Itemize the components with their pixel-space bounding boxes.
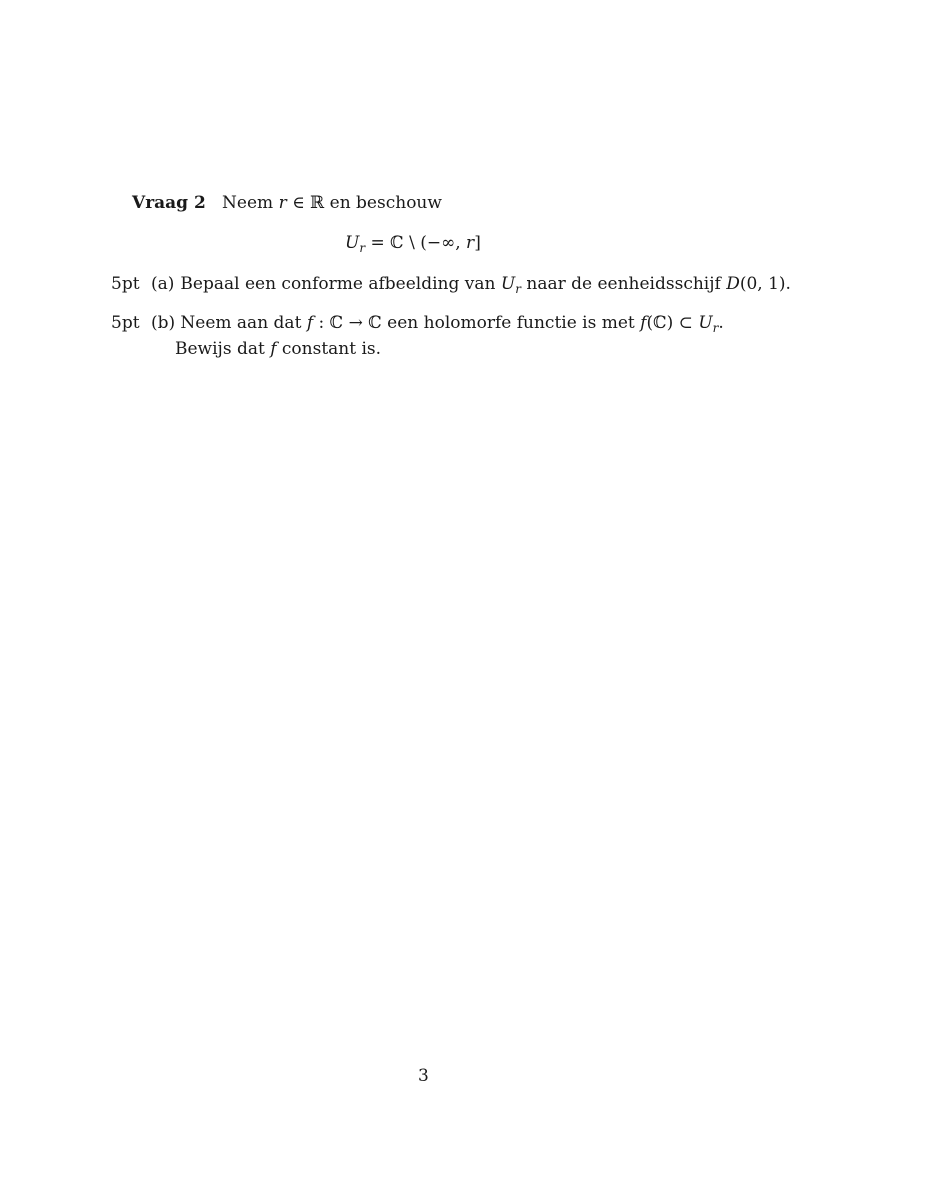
question-title: Vraag 2 — [132, 193, 206, 213]
part-b-line1-pre: Neem aan dat — [180, 313, 302, 333]
part-b-f: f — [306, 313, 314, 333]
intro-set: ∈ ℝ — [292, 193, 325, 213]
formula-rhs-var: r — [466, 233, 475, 253]
part-b-f3: f — [270, 339, 277, 359]
part-b-image: (ℂ) ⊂ — [646, 313, 693, 333]
formula-lhs-sub: r — [359, 241, 366, 255]
part-b-line2-post: constant is. — [281, 339, 382, 359]
part-b-line1-mid: een holomorfe functie is met — [387, 313, 635, 333]
formula-lhs: U — [345, 233, 360, 253]
part-a-text-pre: Bepaal een conforme afbeelding van — [180, 274, 496, 294]
part-b-line2 — [175, 339, 381, 359]
part-a-points: 5pt — [111, 274, 140, 294]
question-header — [132, 193, 442, 213]
part-b-map: : ℂ → ℂ — [318, 313, 382, 333]
part-b-var-sub: r — [712, 321, 719, 335]
formula-rhs-post: ] — [474, 233, 481, 253]
part-a-var-sub: r — [515, 282, 521, 296]
part-a-disc: D — [726, 274, 740, 294]
part-b-var: U — [698, 313, 713, 333]
part-b — [111, 313, 724, 333]
part-b-f2: f — [640, 313, 647, 333]
part-b-line2-pre: Bewijs dat — [175, 339, 265, 359]
part-b-points: 5pt — [111, 313, 140, 333]
intro-text-post: en beschouw — [329, 193, 442, 213]
part-a-text-mid: naar de eenheidsschijf — [526, 274, 721, 294]
display-formula — [345, 233, 481, 253]
part-b-period: . — [718, 313, 724, 333]
part-b-label: (b) — [151, 313, 176, 333]
variable-r: r — [278, 193, 287, 213]
part-a-var: U — [500, 274, 516, 294]
part-a-label: (a) — [151, 274, 175, 294]
page-number: 3 — [418, 1066, 429, 1086]
formula-rhs-pre: = ℂ \ (−∞, — [370, 233, 467, 253]
part-a-disc-args: (0, 1). — [739, 274, 791, 294]
part-a — [111, 274, 791, 294]
intro-text-pre: Neem — [222, 193, 274, 213]
